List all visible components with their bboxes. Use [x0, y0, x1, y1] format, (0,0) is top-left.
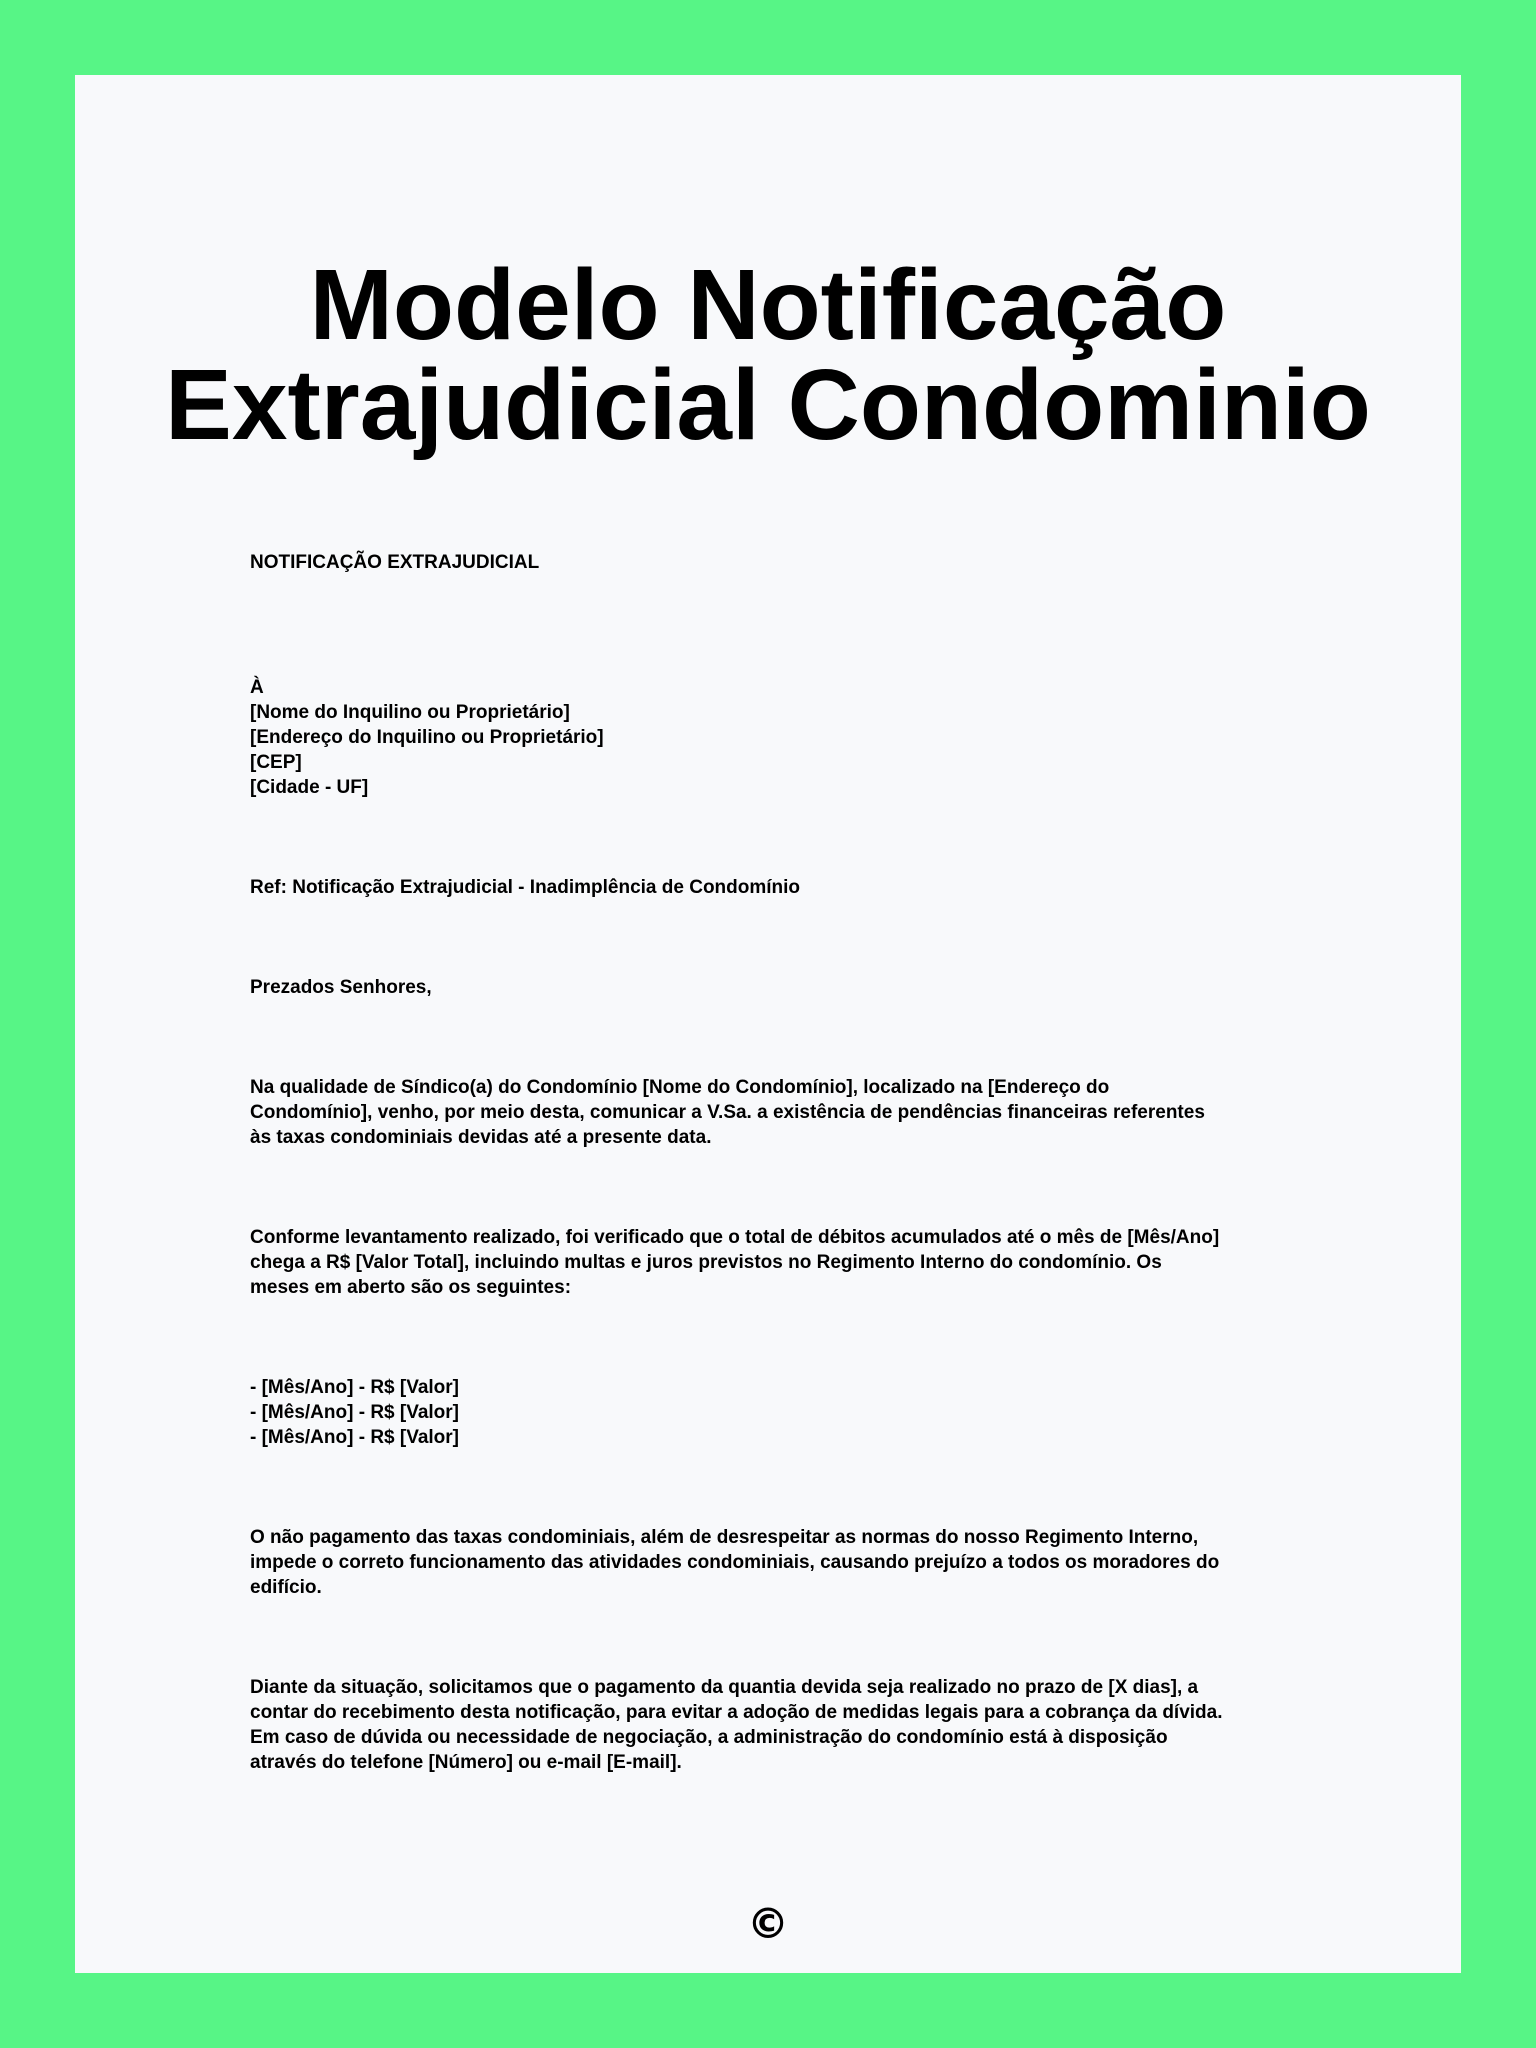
paragraph-line: através do telefone [Número] ou e-mail [E-mail].: [250, 1752, 682, 1773]
recipient-line: [CEP]: [250, 752, 302, 773]
paragraph-line: às taxas condominiais devidas até a presente data.: [250, 1127, 712, 1148]
debt-item: - [Mês/Ano] - R$ [Valor]: [250, 1427, 460, 1448]
debt-list: [250, 1375, 1360, 1450]
paragraph-1: [250, 1075, 1360, 1150]
greeting-text: Prezados Senhores,: [250, 977, 432, 998]
paragraph-line: contar do recebimento desta notificação, para evitar a adoção de medidas legais para a cobrança da dívida.: [250, 1702, 1223, 1723]
greeting: [250, 975, 1360, 1000]
paragraph-line: edifício.: [250, 1577, 322, 1598]
paragraph-line: chega a R$ [Valor Total], incluindo multas e juros previstos no Regimento Interno do condomínio. Os: [250, 1252, 1162, 1273]
reference-line: [250, 875, 1360, 900]
paragraph-line: Em caso de dúvida ou necessidade de negociação, a administração do condomínio está à disposição: [250, 1727, 1168, 1748]
paragraph-line: Diante da situação, solicitamos que o pagamento da quantia devida seja realizado no prazo de [X dias], a: [250, 1677, 1199, 1698]
reference-text: Ref: Notificação Extrajudicial - Inadimplência de Condomínio: [250, 877, 801, 898]
paragraph-line: Conforme levantamento realizado, foi verificado que o total de débitos acumulados até o mês de [Mês/Ano]: [250, 1227, 1220, 1248]
paragraph-line: Condomínio], venho, por meio desta, comunicar a V.Sa. a existência de pendências financeiras referentes: [250, 1102, 1205, 1123]
title-line-2: Extrajudicial Condominio: [165, 349, 1371, 461]
recipient-line: À: [250, 677, 264, 698]
copyright-icon: ©: [747, 1899, 789, 1948]
recipient-line: [Nome do Inquilino ou Proprietário]: [250, 702, 570, 723]
paragraph-line: Na qualidade de Síndico(a) do Condomínio [Nome do Condomínio], localizado na [Endereço do: [250, 1077, 1110, 1098]
paragraph-line: meses em aberto são os seguintes:: [250, 1277, 572, 1298]
recipient-line: [Endereço do Inquilino ou Proprietário]: [250, 727, 604, 748]
paragraph-line: impede o correto funcionamento das atividades condominiais, causando prejuízo a todos os moradores do: [250, 1552, 1220, 1573]
debt-item: - [Mês/Ano] - R$ [Valor]: [250, 1377, 460, 1398]
document-sheet: [75, 75, 1461, 1973]
recipient-block: [250, 675, 1360, 800]
paragraph-line: O não pagamento das taxas condominiais, além de desrespeitar as normas do nosso Regimento Interno,: [250, 1527, 1199, 1548]
paragraph-4: [250, 1675, 1360, 1775]
letter-heading-text: NOTIFICAÇÃO EXTRAJUDICIAL: [250, 552, 540, 573]
recipient-line: [Cidade - UF]: [250, 777, 369, 798]
debt-item: - [Mês/Ano] - R$ [Valor]: [250, 1402, 460, 1423]
paragraph-2: [250, 1225, 1360, 1300]
letter-heading: [250, 550, 1360, 575]
page-title: [75, 249, 1461, 461]
title-line-1: Modelo Notificação: [309, 249, 1227, 361]
paragraph-3: [250, 1525, 1360, 1600]
letter-body: [250, 550, 1360, 1775]
